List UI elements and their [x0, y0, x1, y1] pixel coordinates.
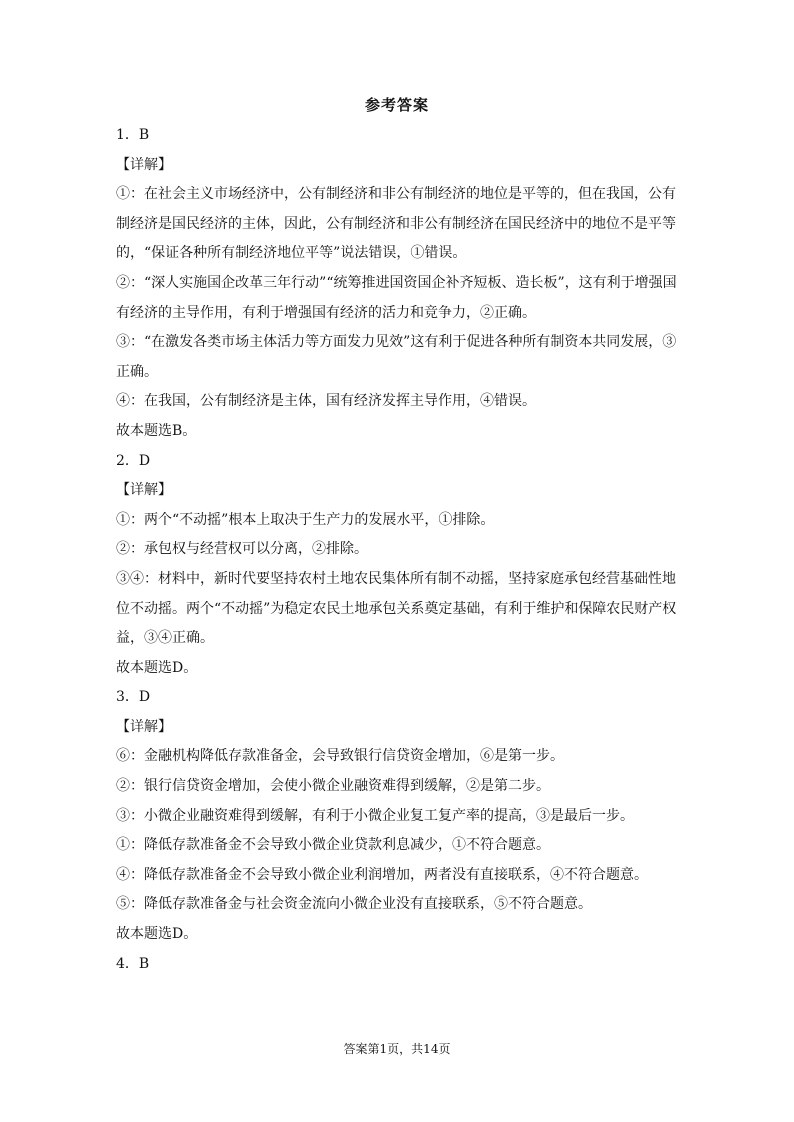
text-line: ⑤：降低存款准备金与社会资金流向小微企业没有直接联系，⑤不符合题意。: [116, 896, 592, 913]
text-line: ⑥：金融机构降低存款准备金，会导致银行信贷资金增加，⑥是第一步。: [116, 748, 564, 765]
text-line: 有经济的主导作用，有利于增强国有经济的活力和竞争力，②正确。: [116, 304, 536, 321]
text-line: ①：在社会主义市场经济中，公有制经济和非公有制经济的地位是平等的，但在我国，公有: [116, 186, 676, 203]
text-line: ③：小微企业融资难得到缓解，有利于小微企业复工复产率的提高，③是最后一步。: [116, 807, 634, 824]
text-line: 4．B: [116, 955, 150, 972]
text-line: ③④：材料中，新时代要坚持农村土地农民集体所有制不动摇，坚持家庭承包经营基础性地: [116, 570, 676, 587]
text-line: 故本题选B。: [116, 422, 197, 439]
text-line: 制经济是国民经济的主体，因此，公有制经济和非公有制经济在国民经济中的地位不是平等: [116, 215, 676, 232]
answer-content: [116, 121, 696, 979]
text-line: ①：降低存款准备金不会导致小微企业贷款利息减少，①不符合题意。: [116, 837, 550, 854]
text-line: ③：“在激发各类市场主体活力等方面发力见效”这有利于促进各种所有制资本共同发展，③: [116, 334, 677, 351]
text-line: 【详解】: [116, 156, 172, 173]
text-line: ④：降低存款准备金不会导致小微企业利润增加，两者没有直接联系，④不符合题意。: [116, 866, 648, 883]
text-line: ②：承包权与经营权可以分离，②排除。: [116, 541, 368, 558]
text-line: ②：银行信贷资金增加，会使小微企业融资难得到缓解，②是第二步。: [116, 778, 550, 795]
text-line: 故本题选D。: [116, 926, 198, 943]
text-line: 正确。: [116, 363, 158, 380]
text-line: 的，“保证各种所有制经济地位平等”说法错误，①错误。: [116, 245, 467, 262]
text-line: 位不动摇。两个“不动摇”为稳定农民土地承包关系奠定基础，有利于维护和保障农民财产权: [116, 600, 677, 617]
text-line: ①：两个“不动摇”根本上取决于生产力的发展水平，①排除。: [116, 511, 495, 528]
text-line: ④：在我国，公有制经济是主体，国有经济发挥主导作用，④错误。: [116, 393, 536, 410]
text-line: 故本题选D。: [116, 659, 198, 676]
text-line: 3．D: [116, 689, 151, 706]
text-line: 益，③④正确。: [116, 630, 214, 647]
text-line: 2．D: [116, 452, 151, 469]
text-line: ②：“深人实施国企改革三年行动”“统筹推进国资国企补齐短板、造长板”，这有利于增强国: [116, 274, 677, 291]
text-line: 【详解】: [116, 718, 172, 735]
page-footer: 答案第1页，共14页: [343, 1042, 451, 1056]
text-line: 1．B: [116, 127, 150, 143]
page-title: 参考答案: [364, 96, 429, 114]
text-line: 【详解】: [116, 482, 172, 499]
